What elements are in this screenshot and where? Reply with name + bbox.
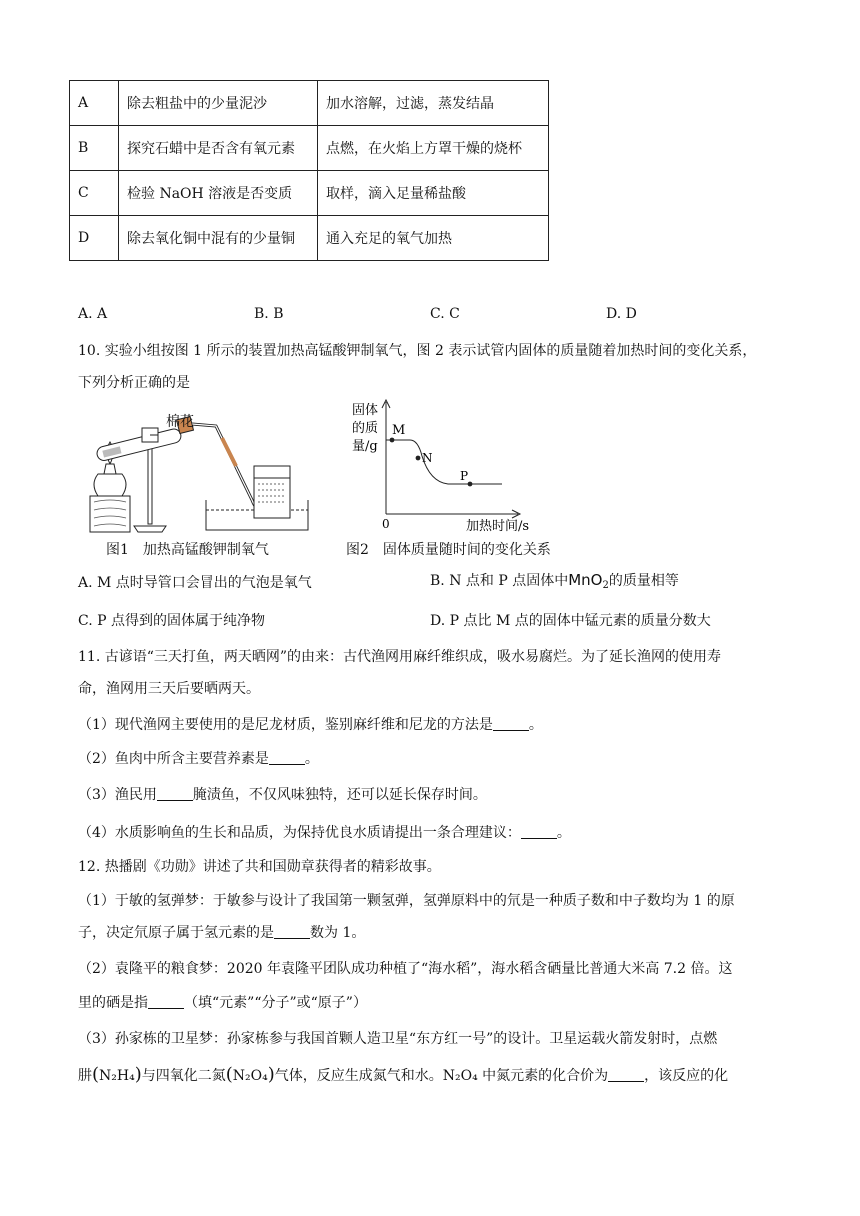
y-label-2: 的质 (352, 421, 379, 436)
point-p (468, 482, 473, 487)
q11-part4 (78, 822, 571, 842)
choice-a[interactable]: A. A (78, 306, 108, 322)
point-n-label: N (422, 451, 433, 465)
test-tube (96, 428, 183, 462)
row-letter: A (70, 81, 119, 126)
table-row (70, 216, 549, 261)
mno2-subscript: 2 (602, 580, 609, 591)
point-n (416, 456, 421, 461)
row-letter: C (70, 171, 119, 216)
q12-part3-text-a: 肼 (78, 1068, 92, 1084)
q11-part3-end: 腌渍鱼，不仅风味独特，还可以延长保存时间。 (192, 787, 487, 803)
row-letter: B (70, 126, 119, 171)
figure2-caption: 图2 固体质量随时间的变化关系 (346, 542, 551, 558)
q12-part1-end: 数为 1。 (310, 925, 366, 941)
point-m (390, 438, 395, 443)
table-row (70, 171, 549, 216)
q11-part2-end: 。 (304, 751, 319, 767)
q12-part3-line2: 肼(N₂H₄)与四氧化二氮(N₂O₄)气体，反应生成氮气和水。N₂O₄ 中氮元素的化合价为 ，该反应的化 (78, 1064, 729, 1085)
row-purpose: 除去粗盐中的少量泥沙 (119, 81, 318, 126)
point-m-label: M (392, 423, 406, 438)
q12-part2-line2 (78, 992, 367, 1012)
answer-blank[interactable] (608, 1069, 644, 1082)
q11-part3 (78, 784, 487, 804)
q12-part3-text-b: 与四氧化二氮 (141, 1068, 226, 1084)
q11-line2: 命，渔网用三天后要晒两天。 (78, 681, 260, 697)
answer-blank[interactable] (521, 826, 557, 839)
q12-part3-text-c: 气体，反应生成氮气和水。N₂O₄ 中氮元素的化合价为 (274, 1068, 609, 1084)
row-purpose: 检验 NaOH 溶液是否变质 (119, 171, 318, 216)
q10-stem-line2: 下列分析正确的是 (78, 375, 190, 391)
q10-option-b[interactable] (430, 570, 679, 591)
choice-d[interactable]: D. D (606, 306, 637, 322)
q11-part3-text: （3）渔民用 (78, 787, 157, 803)
answer-blank[interactable] (269, 752, 305, 765)
q12-part3-line1: （3）孙家栋的卫星梦：孙家栋参与我国首颗人造卫星“东方红一号”的设计。卫星运载火箭发射时，点燃 (78, 1031, 718, 1047)
figure1-caption: 图1 加热高锰酸钾制氧气 (106, 542, 269, 558)
q11-part1-end: 。 (528, 717, 543, 733)
q11-part4-text: （4）水质影响鱼的生长和品质，为保持优良水质请提出一条合理建议： (78, 825, 521, 841)
q11-part1 (78, 714, 543, 734)
table-row (70, 81, 549, 126)
q11-part4-end: 。 (556, 825, 571, 841)
q10-option-d[interactable]: D. P 点比 M 点的固体中锰元素的质量分数大 (430, 613, 711, 629)
q10-option-b-post: 的质量相等 (608, 573, 679, 589)
alcohol-lamp (94, 474, 126, 496)
row-method: 取样，滴入足量稀盐酸 (318, 171, 549, 216)
table-row (70, 126, 549, 171)
point-p-label: P (460, 469, 469, 483)
y-label-3: 量/g (352, 439, 378, 454)
row-method: 加水溶解，过滤，蒸发结晶 (318, 81, 549, 126)
q11-part2 (78, 748, 319, 768)
q10-stem-line1: 10. 实验小组按图 1 所示的装置加热高锰酸钾制氧气，图 2 表示试管内固体的质量随着加热时间的变化关系， (78, 343, 757, 359)
origin-label: 0 (382, 517, 390, 531)
choice-b[interactable]: B. B (254, 306, 284, 322)
row-method: 点燃，在火焰上方罩干燥的烧杯 (318, 126, 549, 171)
q12-part2-line1: （2）袁隆平的粮食梦：2020 年袁隆平团队成功种植了“海水稻”，海水稻含硒量比普通大米高 7.2 倍。这 (78, 961, 733, 977)
q12-part1-text: 子，决定氘原子属于氢元素的是 (78, 925, 274, 941)
q10-option-c[interactable]: C. P 点得到的固体属于纯净物 (78, 613, 265, 629)
answer-blank[interactable] (274, 926, 310, 939)
row-purpose: 探究石蜡中是否含有氧元素 (119, 126, 318, 171)
answer-blank[interactable] (157, 788, 193, 801)
q11-line1: 11. 古谚语“三天打鱼，两天晒网”的由来：古代渔网用麻纤维织成，吸水易腐烂。为了延长渔网的使用寿 (78, 649, 722, 665)
gas-bottle (254, 466, 290, 518)
options-table (69, 80, 549, 261)
mass-curve (386, 440, 502, 484)
answer-blank[interactable] (493, 718, 529, 731)
q11-part1-text: （1）现代渔网主要使用的是尼龙材质，鉴别麻纤维和尼龙的方法是 (78, 717, 493, 733)
q10-option-b-pre: B. N 点和 P 点固体中 (430, 573, 569, 589)
x-axis-label: 加热时间/s (466, 519, 530, 532)
stand-base (134, 526, 166, 532)
q12-part3-text-d: ，该反应的化 (644, 1068, 729, 1084)
q12-part1-line2 (78, 922, 365, 942)
row-purpose: 除去氧化铜中混有的少量铜 (119, 216, 318, 261)
answer-blank[interactable] (148, 996, 184, 1009)
q12-part2-text: 里的硒是指 (78, 995, 148, 1011)
q12-part1-line1: （1）于敏的氢弹梦：于敏参与设计了我国第一颗氢弹，氢弹原料中的氘是一种质子数和中子数均为 1 的原 (78, 893, 735, 909)
q12-part2-end: （填“元素”“分子”或“原子”） (184, 995, 367, 1011)
y-label-1: 固体 (352, 403, 379, 418)
q11-part2-text: （2）鱼肉中所含主要营养素是 (78, 751, 269, 767)
cotton-label: 棉花 (166, 414, 194, 430)
figure2-graph (346, 398, 546, 532)
row-letter: D (70, 216, 119, 261)
mno2-formula: MnO (568, 571, 603, 589)
q10-option-a[interactable]: A. M 点时导管口会冒出的气泡是氧气 (78, 575, 312, 591)
q12-line1: 12. 热播剧《功勋》讲述了共和国勋章获得者的精彩故事。 (78, 859, 441, 875)
n2h4-formula: N₂H₄ (99, 1068, 135, 1084)
row-method: 通入充足的氧气加热 (318, 216, 549, 261)
n2o4-formula: N₂O₄ (232, 1068, 268, 1084)
figure1-apparatus (76, 404, 312, 536)
choice-c[interactable]: C. C (430, 306, 460, 322)
